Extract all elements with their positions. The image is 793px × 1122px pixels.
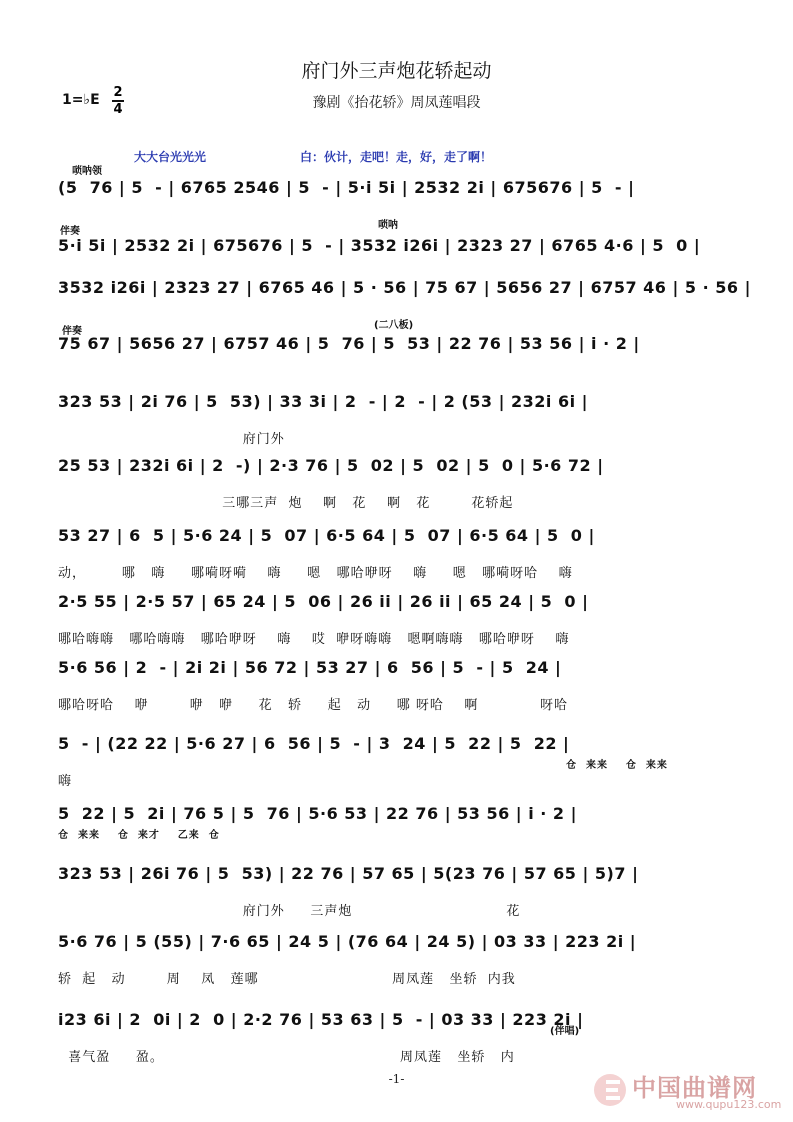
staff-lyrics: 府门外 [58, 432, 285, 447]
staff-notes: 3532 i26i | 2323 27 | 6765 46 | 5 · 56 | 75 67 | 5656 27 | 6757 46 | 5 · 56 | [58, 278, 751, 297]
meter-bottom: 4 [113, 102, 123, 117]
staff-notes: 5 - | (22 22 | 5·6 27 | 6 56 | 5 - | 3 24 | 5 22 | 5 22 | [58, 734, 570, 753]
label-chorus: (伴唱) [550, 1026, 580, 1037]
staff-notes: i23 6i | 2 0i | 2 0 | 2·2 76 | 53 63 | 5 - | 03 33 | 223 2i | [58, 1010, 584, 1029]
watermark-url: www.qupu123.com [676, 1098, 782, 1111]
watermark-logo-icon [592, 1072, 628, 1108]
staff-notes: 5 22 | 5 2i | 76 5 | 5 76 | 5·6 53 | 22 76 | 53 56 | i · 2 | [58, 804, 577, 823]
staff-notes: (5 76 | 5 - | 6765 2546 | 5 - | 5·i 5i | 2532 2i | 675676 | 5 - | [58, 178, 635, 197]
staff-lyrics: 哪哈呀哈 咿 咿 咿 花 轿 起 动 哪 呀哈 啊 呀哈 [58, 698, 569, 713]
staff-notes: 75 67 | 5656 27 | 6757 46 | 5 76 | 5 53 | 22 76 | 53 56 | i · 2 | [58, 334, 640, 353]
site-watermark [592, 1068, 792, 1116]
staff-lyrics: 三哪三声 炮 啊 花 啊 花 花轿起 [58, 496, 514, 511]
meter-top: 2 [113, 85, 123, 100]
percussion-syllables-row-11: 仓 来来 仓 来才 乙来 仓 [58, 830, 220, 841]
page-title: 府门外三声炮花轿起动 [301, 60, 492, 82]
page-subtitle: 豫剧《抬花轿》周凤莲唱段 [312, 95, 481, 111]
label-suona-lead: 唢呐领 [72, 166, 102, 177]
staff-notes: 5·6 56 | 2 - | 2i 2i | 56 72 | 53 27 | 6 56 | 5 - | 5 24 | [58, 658, 562, 677]
key-signature: 1=♭E [62, 92, 100, 108]
page-number: -1- [388, 1072, 405, 1086]
staff-notes: 2·5 55 | 2·5 57 | 65 24 | 5 06 | 26 ii | 26 ii | 65 24 | 5 0 | [58, 592, 589, 611]
staff-lyrics: 哪哈嗨嗨 哪哈嗨嗨 哪哈咿呀 嗨 哎 咿呀嗨嗨 嗯啊嗨嗨 哪哈咿呀 嗨 [58, 632, 570, 647]
staff-lyrics: 轿 起 动 周 凤 莲哪 周凤莲 坐轿 内我 [58, 972, 516, 987]
staff-notes: 25 53 | 232i 6i | 2 -) | 2·3 76 | 5 02 | 5 02 | 5 0 | 5·6 72 | [58, 456, 604, 475]
staff-lyrics: 动， 哪 嗨 哪嗬呀嗬 嗨 嗯 哪哈咿呀 嗨 嗯 哪嗬呀哈 嗨 [58, 566, 573, 581]
staff-notes: 5·i 5i | 2532 2i | 675676 | 5 - | 3532 i26i | 2323 27 | 6765 4·6 | 5 0 | [58, 236, 701, 255]
staff-notes: 323 53 | 2i 76 | 5 53) | 33 3i | 2 - | 2 - | 2 (53 | 232i 6i | [58, 392, 588, 411]
watermark-name: 中国曲谱网 [632, 1073, 757, 1102]
percussion-pattern: 大大台光光光 [134, 150, 207, 164]
staff-lyrics: 府门外 三声炮 花 [58, 904, 521, 919]
label-tempo-change: (二八板) [374, 320, 414, 331]
percussion-syllables-row-10: 仓 来来 仓 来来 [566, 760, 668, 771]
time-signature [112, 86, 124, 116]
label-accompaniment-2: 伴奏 [62, 326, 82, 337]
staff-lyrics: 喜气盈 盈。 周凤莲 坐轿 内 [58, 1050, 515, 1065]
label-suona: 唢呐 [378, 220, 398, 231]
spoken-dialogue: 白：伙计，走吧！走，好，走了啊！ [300, 150, 493, 164]
staff-notes: 53 27 | 6 5 | 5·6 24 | 5 07 | 6·5 64 | 5 07 | 6·5 64 | 5 0 | [58, 526, 595, 545]
staff-notes: 323 53 | 26i 76 | 5 53) | 22 76 | 57 65 | 5(23 76 | 57 65 | 5)7 | [58, 864, 639, 883]
staff-notes: 5·6 76 | 5 (55) | 7·6 65 | 24 5 | (76 64 | 24 5) | 03 33 | 223 2i | [58, 932, 637, 951]
staff-lyrics: 嗨 [58, 774, 73, 789]
label-accompaniment-1: 伴奏 [60, 226, 80, 237]
